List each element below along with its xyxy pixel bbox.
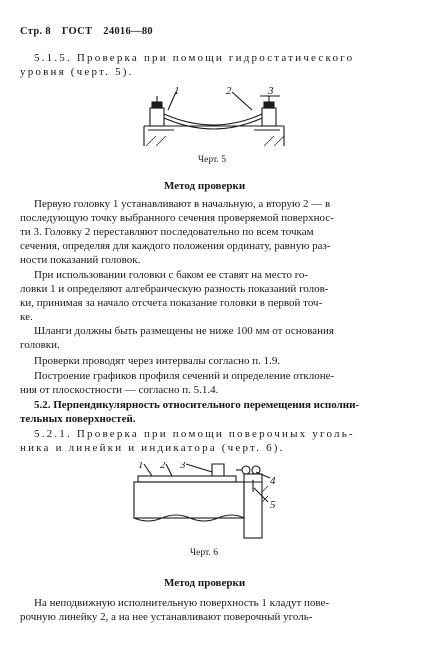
page-number: Стр. 8: [20, 26, 51, 37]
standard-number: 24016—80: [103, 26, 153, 37]
section-515-line2: уровня (черт. 5).: [20, 66, 134, 78]
method-heading-1: Метод проверки: [164, 180, 246, 192]
figure6-label-2: 2: [160, 462, 166, 471]
standard-name: ГОСТ: [61, 26, 93, 37]
section-521-line2: ника и линейки и индикатора (черт. 6).: [20, 442, 285, 454]
figure6-label-5: 5: [270, 499, 276, 511]
figure-5-caption: Черт. 5: [198, 155, 226, 165]
method1-p5-line1: Построение графиков профиля сечений и определение отклоне-: [34, 370, 335, 382]
method1-p2-line4: ке.: [20, 311, 33, 323]
method2-p1-line1: На неподвижную исполнительную поверхность 1 кладут пове-: [34, 597, 330, 609]
figure5-label-2: 2: [226, 86, 232, 97]
method1-p5-line2: ния от плоскостности — согласно п. 5.1.4.: [20, 384, 219, 396]
section-52-line2: тельных поверхностей.: [20, 413, 136, 425]
figure6-label-4: 4: [270, 475, 276, 487]
method1-p1-line1: Первую головку 1 устанавливают в начальную, а вторую 2 — в: [34, 198, 331, 210]
page-header: [20, 26, 161, 37]
method2-p1-line2: рочную линейку 2, а на нее устанавливают поверочный уголь-: [20, 611, 313, 623]
method1-p1-line3: ти 3. Головку 2 переставляют последовательно по всем точкам: [20, 226, 314, 238]
figure5-label-3: 3: [268, 86, 274, 97]
figure6-label-3: 3: [180, 462, 186, 471]
figure-6-diagram: [128, 462, 278, 542]
figure6-label-1: 1: [138, 462, 144, 471]
figure-6-caption: Черт. 6: [190, 548, 218, 558]
method1-p2-line3: ки, принимая за начало отсчета показание головки в первой точ-: [20, 297, 323, 309]
method-heading-2: Метод проверки: [164, 577, 246, 589]
method1-p2-line1: При использовании головки с баком ее ставят на место го-: [34, 269, 309, 281]
section-521-line1: 5.2.1. Проверка при помощи поверочных уголь-: [34, 428, 355, 440]
figure-5-diagram: [134, 86, 294, 152]
figure5-label-1: 1: [174, 86, 180, 97]
method1-p1-line4: сечения, определяя для каждого положения ординату, равную раз-: [20, 240, 331, 252]
method1-p4: Проверки проводят через интервалы согласно п. 1.9.: [34, 355, 281, 367]
section-515-line1: 5.1.5. Проверка при помощи гидростатического: [34, 52, 355, 64]
method1-p1-line5: ности показаний головок.: [20, 254, 141, 266]
method1-p3-line2: головки.: [20, 339, 60, 351]
method1-p1-line2: последующую точку выбранного сечения проверяемой поверхнос-: [20, 212, 334, 224]
section-52-line1: 5.2. Перпендикулярность относительного перемещения исполни-: [34, 399, 360, 411]
method1-p2-line2: ловки 1 и определяют алгебраическую разность показаний голов-: [20, 283, 329, 295]
method1-p3-line1: Шланги должны быть размещены не ниже 100 мм от основания: [34, 325, 334, 337]
